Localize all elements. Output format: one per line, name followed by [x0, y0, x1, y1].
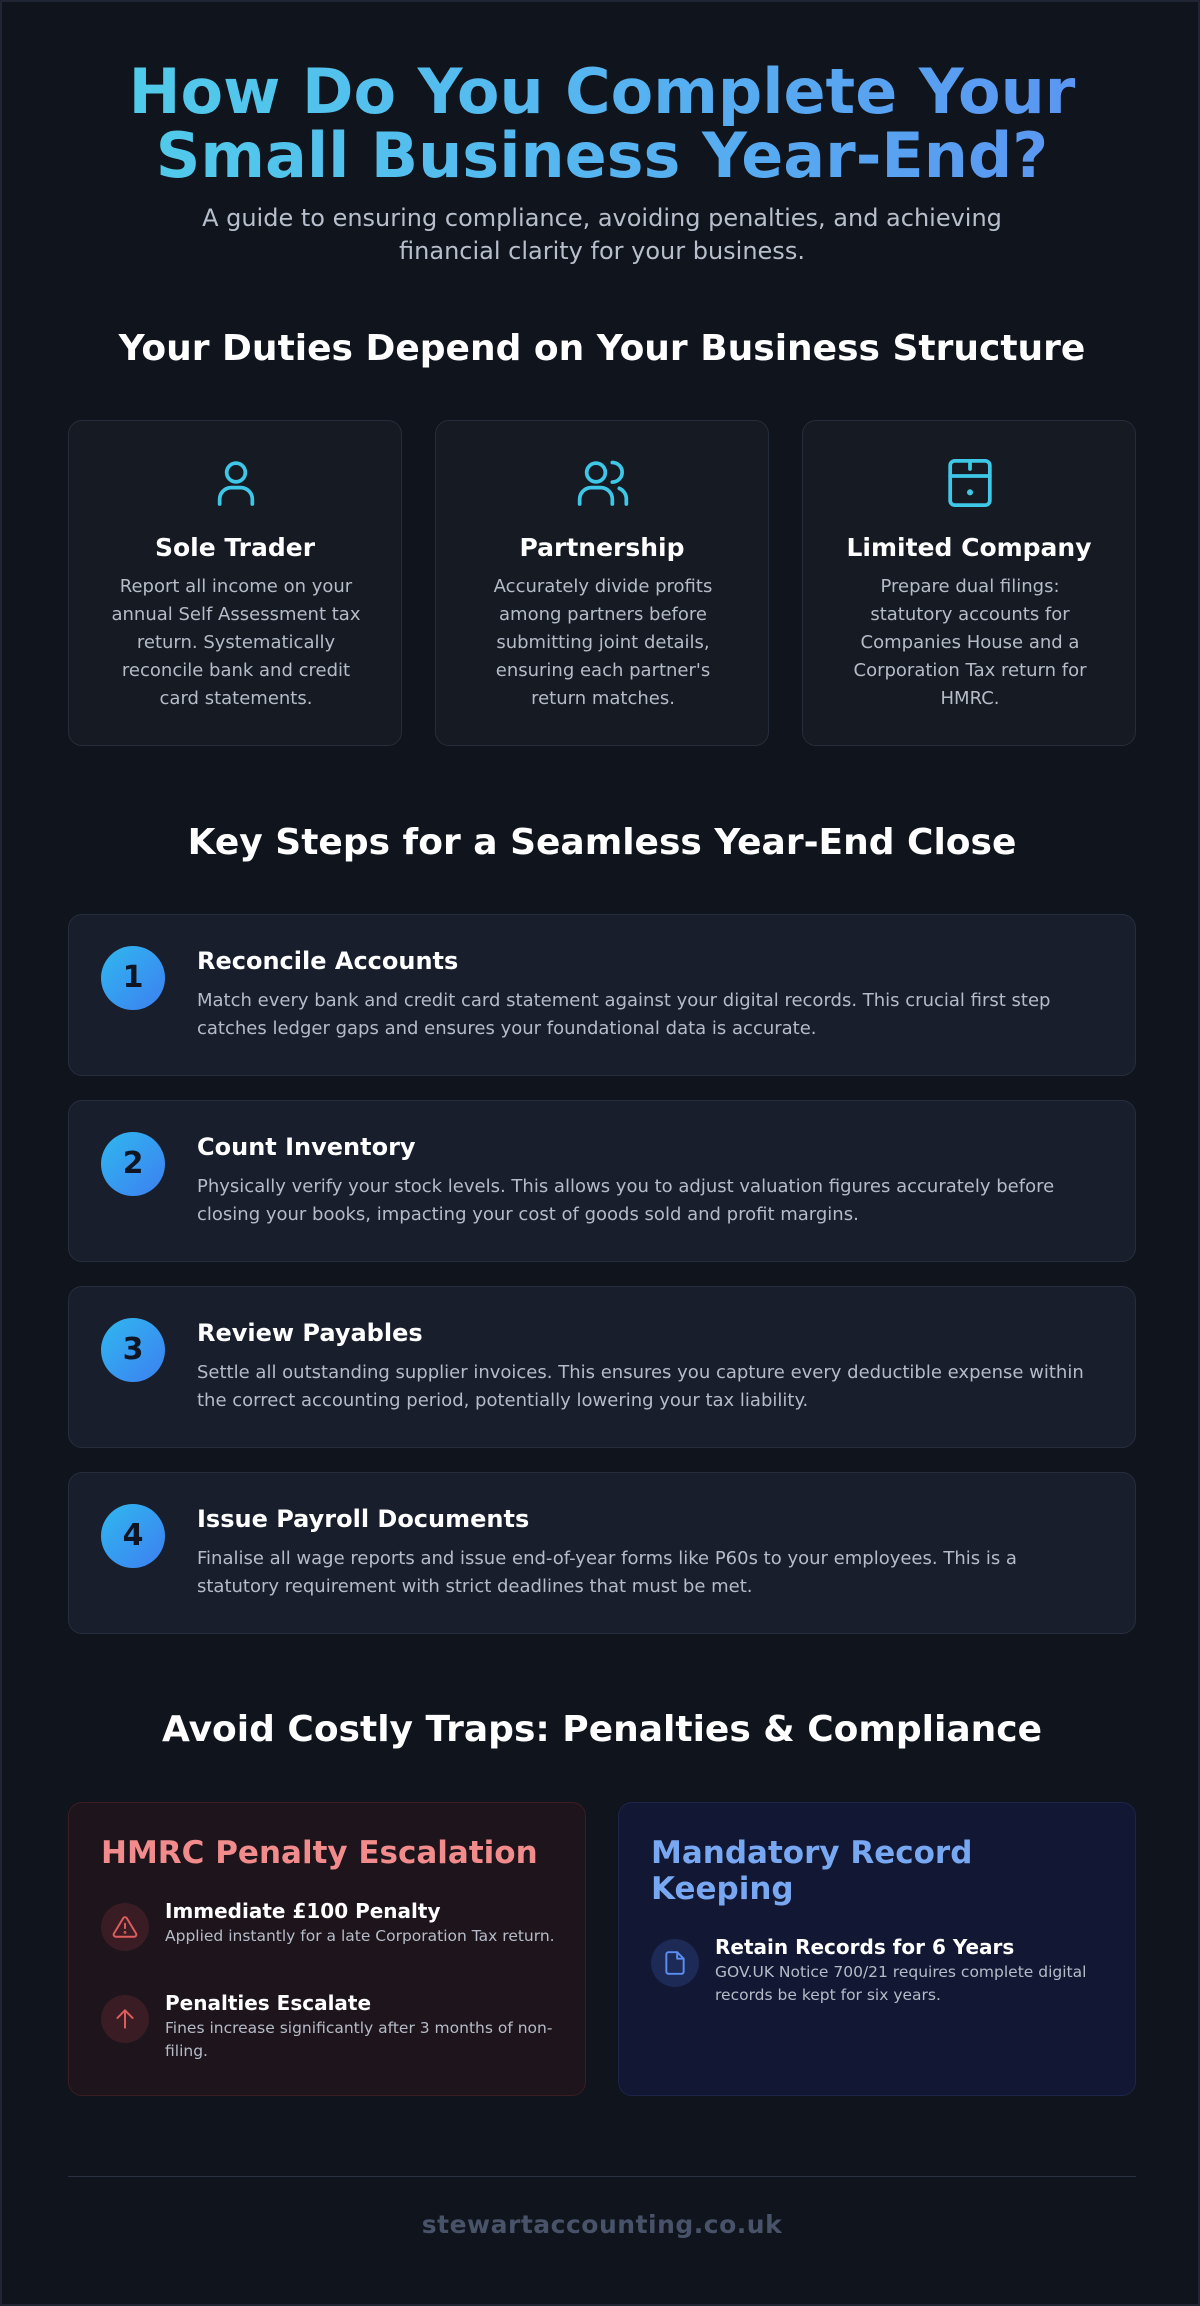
step-title: Count Inventory: [197, 1133, 416, 1161]
step-number-badge: 3: [101, 1318, 165, 1382]
step-title: Issue Payroll Documents: [197, 1505, 530, 1533]
step-card-payroll: [68, 1472, 1136, 1634]
structure-name: Limited Company: [846, 533, 1092, 562]
step-card-inventory: [68, 1100, 1136, 1262]
page-title: [2, 55, 1200, 192]
structure-name: Sole Trader: [154, 533, 316, 562]
structures-heading: Your Duties Depend on Your Business Structure: [118, 328, 1086, 369]
penalty-item-description: Fines increase significantly after 3 months of non-filing.: [165, 2019, 553, 2060]
archive-box-icon: [942, 455, 998, 511]
penalty-item-title: Penalties Escalate: [165, 1991, 372, 2015]
page-title-line-1: How Do You Complete Your: [128, 55, 1076, 128]
step-title: Review Payables: [197, 1319, 423, 1347]
footer-divider: [68, 2176, 1136, 2177]
page-subtitle-line-2: financial clarity for your business.: [399, 237, 805, 265]
penalty-item-title: Immediate £100 Penalty: [165, 1899, 441, 1923]
step-description: Physically verify your stock levels. This allows you to adjust valuation figures accurately before closing your books, impacting your cost of goods sold and profit margins.: [197, 1176, 1055, 1225]
users-icon: [575, 455, 631, 511]
step-title: Reconcile Accounts: [197, 947, 459, 975]
step-card-payables: [68, 1286, 1136, 1448]
page-subtitle: [182, 202, 1022, 268]
structure-description: Accurately divide profits among partners before submitting joint details, ensuring each partner's return matches.: [493, 576, 713, 709]
penalty-card-title: HMRC Penalty Escalation: [101, 1835, 538, 1871]
step-description: Finalise all wage reports and issue end-of-year forms like P60s to your employees. This is a statutory requirement with strict deadlines that must be met.: [197, 1548, 1017, 1597]
records-item-description: GOV.UK Notice 700/21 requires complete digital records be kept for six years.: [715, 1963, 1087, 2004]
arrow-up-icon: [101, 1995, 149, 2043]
step-card-reconcile: [68, 914, 1136, 1076]
traps-heading: Avoid Costly Traps: Penalties & Compliance: [161, 1709, 1043, 1750]
warning-icon: [101, 1903, 149, 1951]
user-icon: [208, 455, 264, 511]
records-card: [618, 1802, 1136, 2096]
step-description: Match every bank and credit card statement against your digital records. This crucial first step catches ledger gaps and ensures your foundational data is accurate.: [197, 990, 1051, 1039]
structure-card-partnership: [435, 420, 769, 746]
step-number-badge: 2: [101, 1132, 165, 1196]
structure-card-limited-company: [802, 420, 1136, 746]
footer-website: stewartaccounting.co.uk: [421, 2210, 783, 2239]
penalty-item-description: Applied instantly for a late Corporation Tax return.: [165, 1927, 555, 1945]
step-number-badge: 1: [101, 946, 165, 1010]
steps-heading: Key Steps for a Seamless Year-End Close: [187, 822, 1017, 863]
page-subtitle-line-1: A guide to ensuring compliance, avoiding penalties, and achieving: [202, 204, 1002, 232]
penalty-card: [68, 1802, 586, 2096]
page-title-line-2: Small Business Year-End?: [155, 119, 1049, 192]
structure-card-sole-trader: [68, 420, 402, 746]
structure-description: Prepare dual filings: statutory accounts for Companies House and a Corporation Tax return for HMRC.: [853, 576, 1087, 709]
step-description: Settle all outstanding supplier invoices. This ensures you capture every deductible expense within the correct accounting period, potentially lowering your tax liability.: [197, 1362, 1084, 1411]
structure-name: Partnership: [519, 533, 685, 562]
step-number-badge: 4: [101, 1504, 165, 1568]
records-item-title: Retain Records for 6 Years: [715, 1935, 1015, 1959]
structure-description: Report all income on your annual Self Assessment tax return. Systematically reconcile bank and credit card statements.: [111, 576, 361, 709]
document-icon: [651, 1939, 699, 1987]
records-card-title: Mandatory Record Keeping: [651, 1835, 973, 1907]
